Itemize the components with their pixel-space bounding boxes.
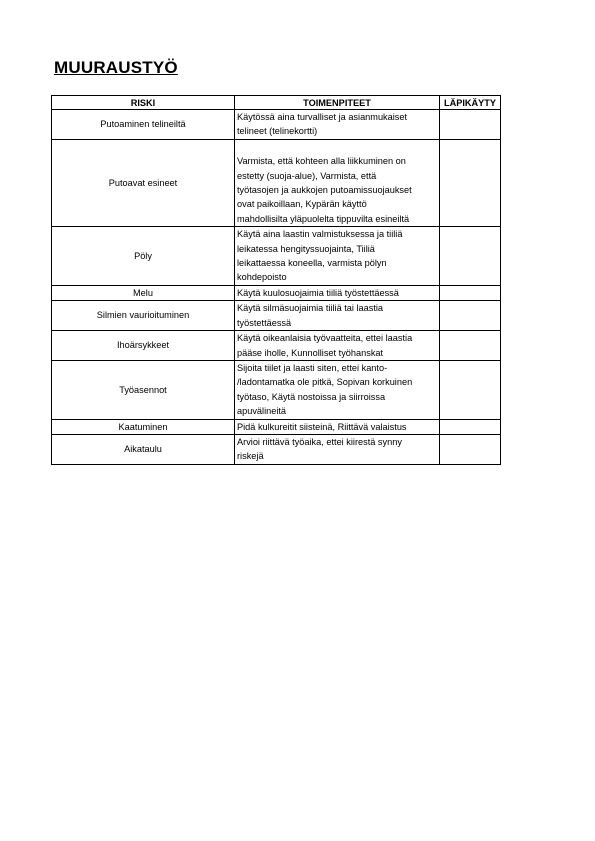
table-row — [52, 434, 501, 464]
risk-cell: Silmien vaurioituminen — [52, 301, 235, 331]
reviewed-cell[interactable] — [440, 434, 501, 464]
measures-line: Pidä kulkureitit siisteinä, Riittävä valaistus — [237, 421, 407, 432]
measures-cell — [235, 285, 440, 300]
risk-cell: Melu — [52, 285, 235, 300]
measures-line: leikattaessa koneella, varmista pölyn — [237, 258, 387, 269]
risk-cell: Työasennot — [52, 360, 235, 419]
measures-line: Sijoita tiilet ja laasti siten, ettei kanto- — [237, 362, 388, 373]
measures-line: työtaso, Käytä nostoissa ja siirroissa — [237, 391, 386, 402]
risk-cell: Putoaminen telineiltä — [52, 110, 235, 140]
table-row — [52, 419, 501, 434]
measures-line: Käytä kuulosuojaimia tiiliä työstettäessä — [237, 287, 399, 298]
measures-line: pääse iholle, Kunnolliset työhanskat — [237, 347, 384, 358]
table-header-row — [52, 96, 501, 110]
table-row — [52, 285, 501, 300]
measures-cell — [235, 419, 440, 434]
reviewed-cell[interactable] — [440, 360, 501, 419]
measures-line: työstettäessä — [237, 317, 292, 328]
measures-line: Käytössä aina turvalliset ja asianmukaiset — [237, 112, 408, 122]
risk-cell: Aikataulu — [52, 434, 235, 464]
reviewed-cell[interactable] — [440, 419, 501, 434]
risk-table — [51, 95, 501, 465]
measures-line: Käytä silmäsuojaimia tiiliä tai laastia — [237, 303, 384, 314]
measures-cell — [235, 110, 440, 140]
table-row — [52, 360, 501, 419]
reviewed-cell[interactable] — [440, 110, 501, 140]
table-row — [52, 227, 501, 286]
measures-line: Käytä aina laastin valmistuksessa ja tiiliä — [237, 229, 403, 240]
header-lapikayty: LÄPIKÄYTY — [440, 96, 501, 110]
header-riski: RISKI — [52, 96, 235, 110]
measures-line: Arvioi riittävä työaika, ettei kiirestä synny — [237, 436, 402, 447]
measures-line: Varmista, että kohteen alla liikkuminen on — [237, 156, 406, 167]
measures-line: työtasojen ja aukkojen putoamissuojaukset — [237, 185, 412, 196]
reviewed-cell[interactable] — [440, 331, 501, 361]
measures-line: riskejä — [237, 451, 264, 462]
table-row — [52, 110, 501, 140]
header-toimenpiteet: TOIMENPITEET — [235, 96, 440, 110]
measures-line: Käytä oikeanlaisia työvaatteita, ettei laastia — [237, 333, 413, 344]
risk-cell: Pöly — [52, 227, 235, 286]
measures-line: leikatessa hengityssuojainta, Tiiliä — [237, 243, 375, 254]
reviewed-cell[interactable] — [440, 285, 501, 300]
table-row — [52, 331, 501, 361]
reviewed-cell[interactable] — [440, 139, 501, 226]
risk-cell: Kaatuminen — [52, 419, 235, 434]
table-body — [52, 110, 501, 465]
measures-cell — [235, 139, 440, 226]
page-title: MUURAUSTYÖ — [54, 58, 178, 77]
table-row — [52, 301, 501, 331]
risk-cell: Ihoärsykkeet — [52, 331, 235, 361]
risk-cell: Putoavat esineet — [52, 139, 235, 226]
measures-line: mahdollisilta yläpuolelta tippuvilta esineiltä — [237, 213, 410, 224]
measures-cell — [235, 227, 440, 286]
reviewed-cell[interactable] — [440, 301, 501, 331]
table-row — [52, 139, 501, 226]
measures-line: ovat paikoillaan, Kypärän käyttö — [237, 199, 367, 210]
measures-line: kohdepoisto — [237, 272, 287, 283]
measures-cell — [235, 360, 440, 419]
measures-cell — [235, 331, 440, 361]
measures-line — [237, 140, 437, 154]
reviewed-cell[interactable] — [440, 227, 501, 286]
measures-line: telineet (telinekortti) — [237, 126, 318, 137]
measures-cell — [235, 434, 440, 464]
measures-cell — [235, 301, 440, 331]
measures-line: /ladontamatka ole pitkä, Sopivan korkuinen — [237, 377, 413, 388]
measures-line: apuvälineitä — [237, 406, 287, 417]
measures-line: estetty (suoja-alue), Varmista, että — [237, 170, 377, 181]
